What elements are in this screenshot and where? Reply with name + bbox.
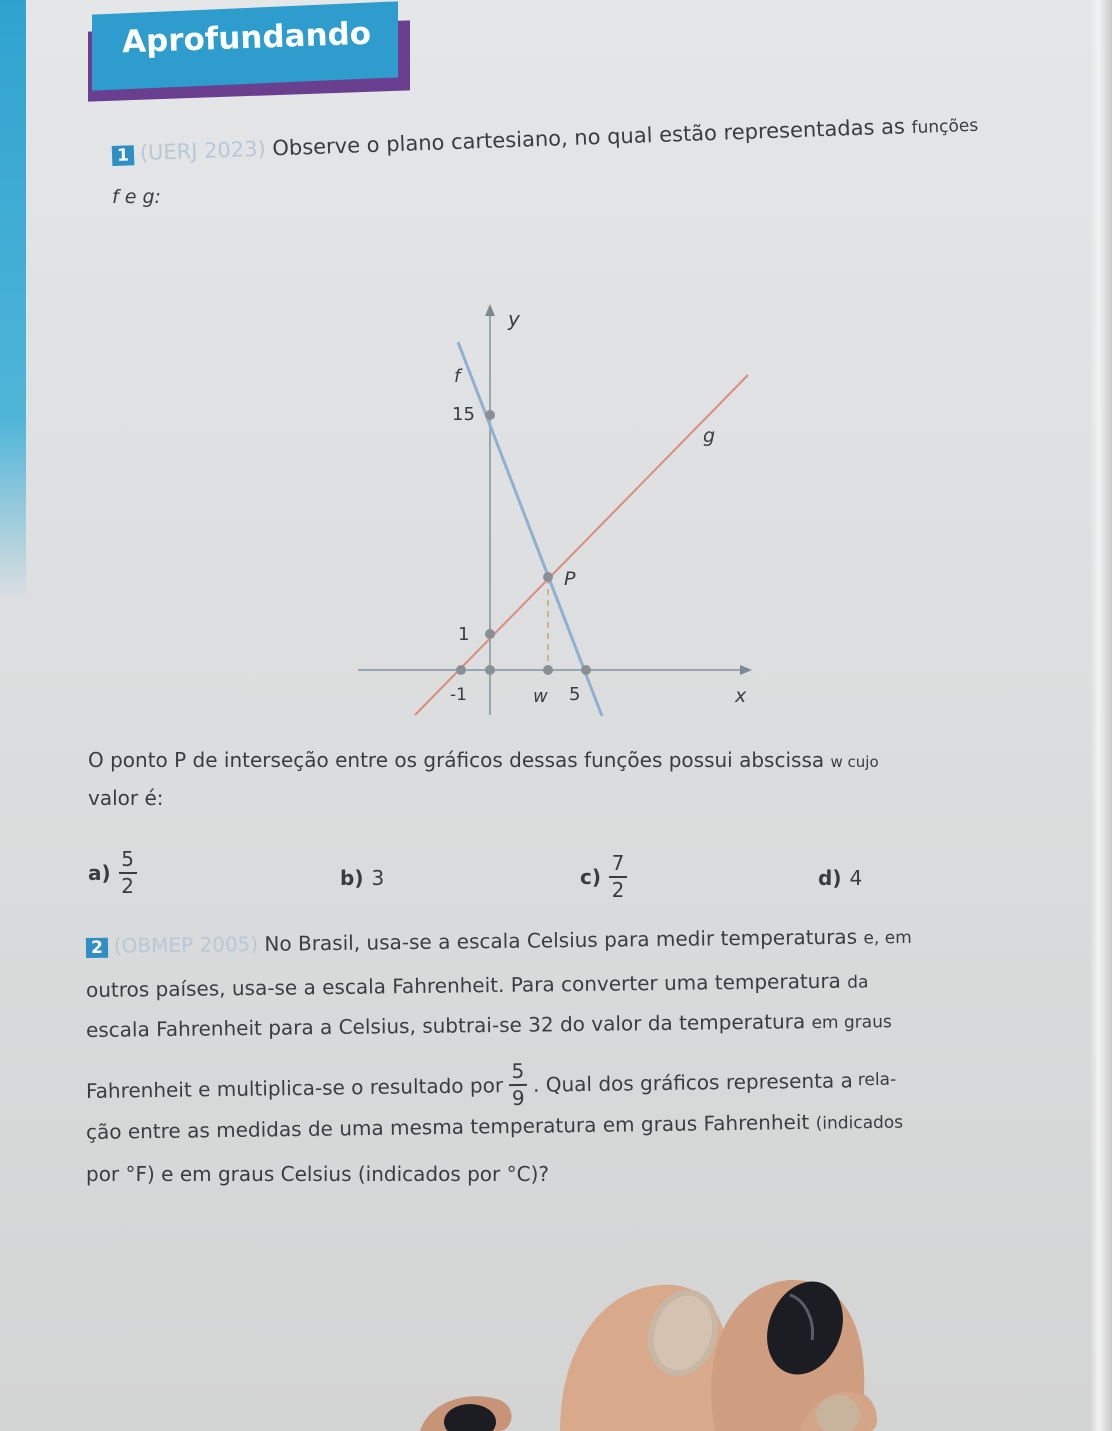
question-1-number: 1: [112, 145, 135, 166]
y-axis-arrow: [485, 304, 495, 316]
question-1-prompt: [88, 748, 879, 772]
question-1-prompt-text: O ponto P de interseção entre os gráficos dessas funções possui abscissa: [88, 748, 825, 772]
question-1-functions: f e g:: [112, 186, 161, 208]
question-2-text-1: No Brasil, usa-se a escala Celsius para medir temperaturas: [264, 924, 858, 956]
g-label: g: [703, 425, 716, 447]
question-2-text-4-hyphen: rela-: [857, 1069, 897, 1090]
question-1-prompt-line2: valor é:: [88, 786, 164, 810]
tick-minus-1: -1: [450, 685, 467, 705]
point-p: [543, 572, 553, 582]
point-g-intercept: [485, 629, 495, 639]
question-2-text-4: Fahrenheit e multiplica-se o resultado por: [85, 1072, 504, 1103]
option-a-numerator: 5: [121, 847, 134, 871]
question-2-text-3: escala Fahrenheit para a Celsius, subtrai-se 32 do valor da temperatura: [85, 1009, 806, 1042]
line-f: [458, 342, 602, 716]
hand-photo: [0, 1200, 1112, 1431]
point-origin: [485, 665, 495, 675]
question-2-denominator: 9: [511, 1085, 525, 1110]
point-w: [543, 665, 553, 675]
question-1-text: Observe o plano cartesiano, no qual estão representadas as: [271, 114, 906, 161]
x-axis-label: x: [735, 685, 747, 707]
option-a[interactable]: [88, 848, 137, 898]
question-2-text-4-end: . Qual dos gráficos representa a: [532, 1068, 853, 1097]
question-2-line-5: [86, 1109, 903, 1144]
option-a-denominator: 2: [121, 873, 134, 898]
option-a-letter: a): [88, 860, 111, 885]
option-d-value: 4: [849, 866, 863, 890]
point-five: [581, 665, 591, 675]
tick-1: 1: [458, 624, 470, 645]
question-2-line-3: [86, 1008, 892, 1042]
question-2-text-2-end: da: [847, 972, 869, 993]
tick-15: 15: [452, 404, 475, 425]
question-2-source: (OBMEP 2005): [113, 931, 259, 958]
y-axis-label: y: [508, 307, 520, 331]
question-2-text-1-end: e, em: [863, 927, 912, 949]
page-edge-strip: [0, 0, 26, 600]
option-c-fraction: [609, 852, 627, 902]
option-d[interactable]: [818, 866, 862, 890]
question-2-line-1: [86, 924, 912, 958]
option-b-value: 3: [371, 866, 385, 890]
tick-w: w: [533, 686, 548, 707]
question-2-line-4: [86, 1055, 897, 1116]
question-2-line-2: [86, 968, 869, 1002]
option-d-letter: d): [818, 866, 842, 890]
question-2-numerator: 5: [511, 1058, 525, 1084]
option-c-denominator: 2: [611, 877, 625, 902]
question-1-source: (UERJ 2023): [139, 136, 267, 166]
x-axis-arrow: [740, 665, 752, 675]
tick-5: 5: [569, 684, 581, 705]
option-b[interactable]: [340, 866, 384, 890]
option-a-fraction: [119, 848, 137, 898]
option-c-numerator: 7: [611, 851, 625, 875]
option-c[interactable]: [580, 852, 627, 902]
question-2-text-2: outros países, usa-se a escala Fahrenheit. Para converter uma temperatura: [85, 968, 842, 1002]
question-2-text-5: ção entre as medidas de uma mesma temperatura em graus Fahrenheit: [85, 1109, 810, 1144]
point-minus-one: [456, 665, 466, 675]
option-c-letter: c): [580, 864, 601, 889]
p-label: P: [564, 568, 576, 590]
question-1-text-end: funções: [911, 115, 979, 139]
question-1-statement: [112, 112, 979, 166]
section-title: Aprofundando: [121, 15, 372, 61]
question-2-text-3-end: em graus: [811, 1012, 892, 1034]
question-2-line-6: por °F) e em graus Celsius (indicados por °C)?: [86, 1162, 550, 1186]
question-1-prompt-end: w cujo: [830, 753, 879, 771]
question-2-text-5-end: (indicados: [815, 1112, 904, 1134]
question-2-fraction: [509, 1060, 528, 1110]
option-b-letter: b): [340, 866, 364, 890]
f-label: f: [454, 366, 461, 387]
cartesian-graph: [350, 300, 770, 730]
question-2-number: 2: [86, 938, 108, 958]
point-f-intercept: [485, 410, 495, 420]
